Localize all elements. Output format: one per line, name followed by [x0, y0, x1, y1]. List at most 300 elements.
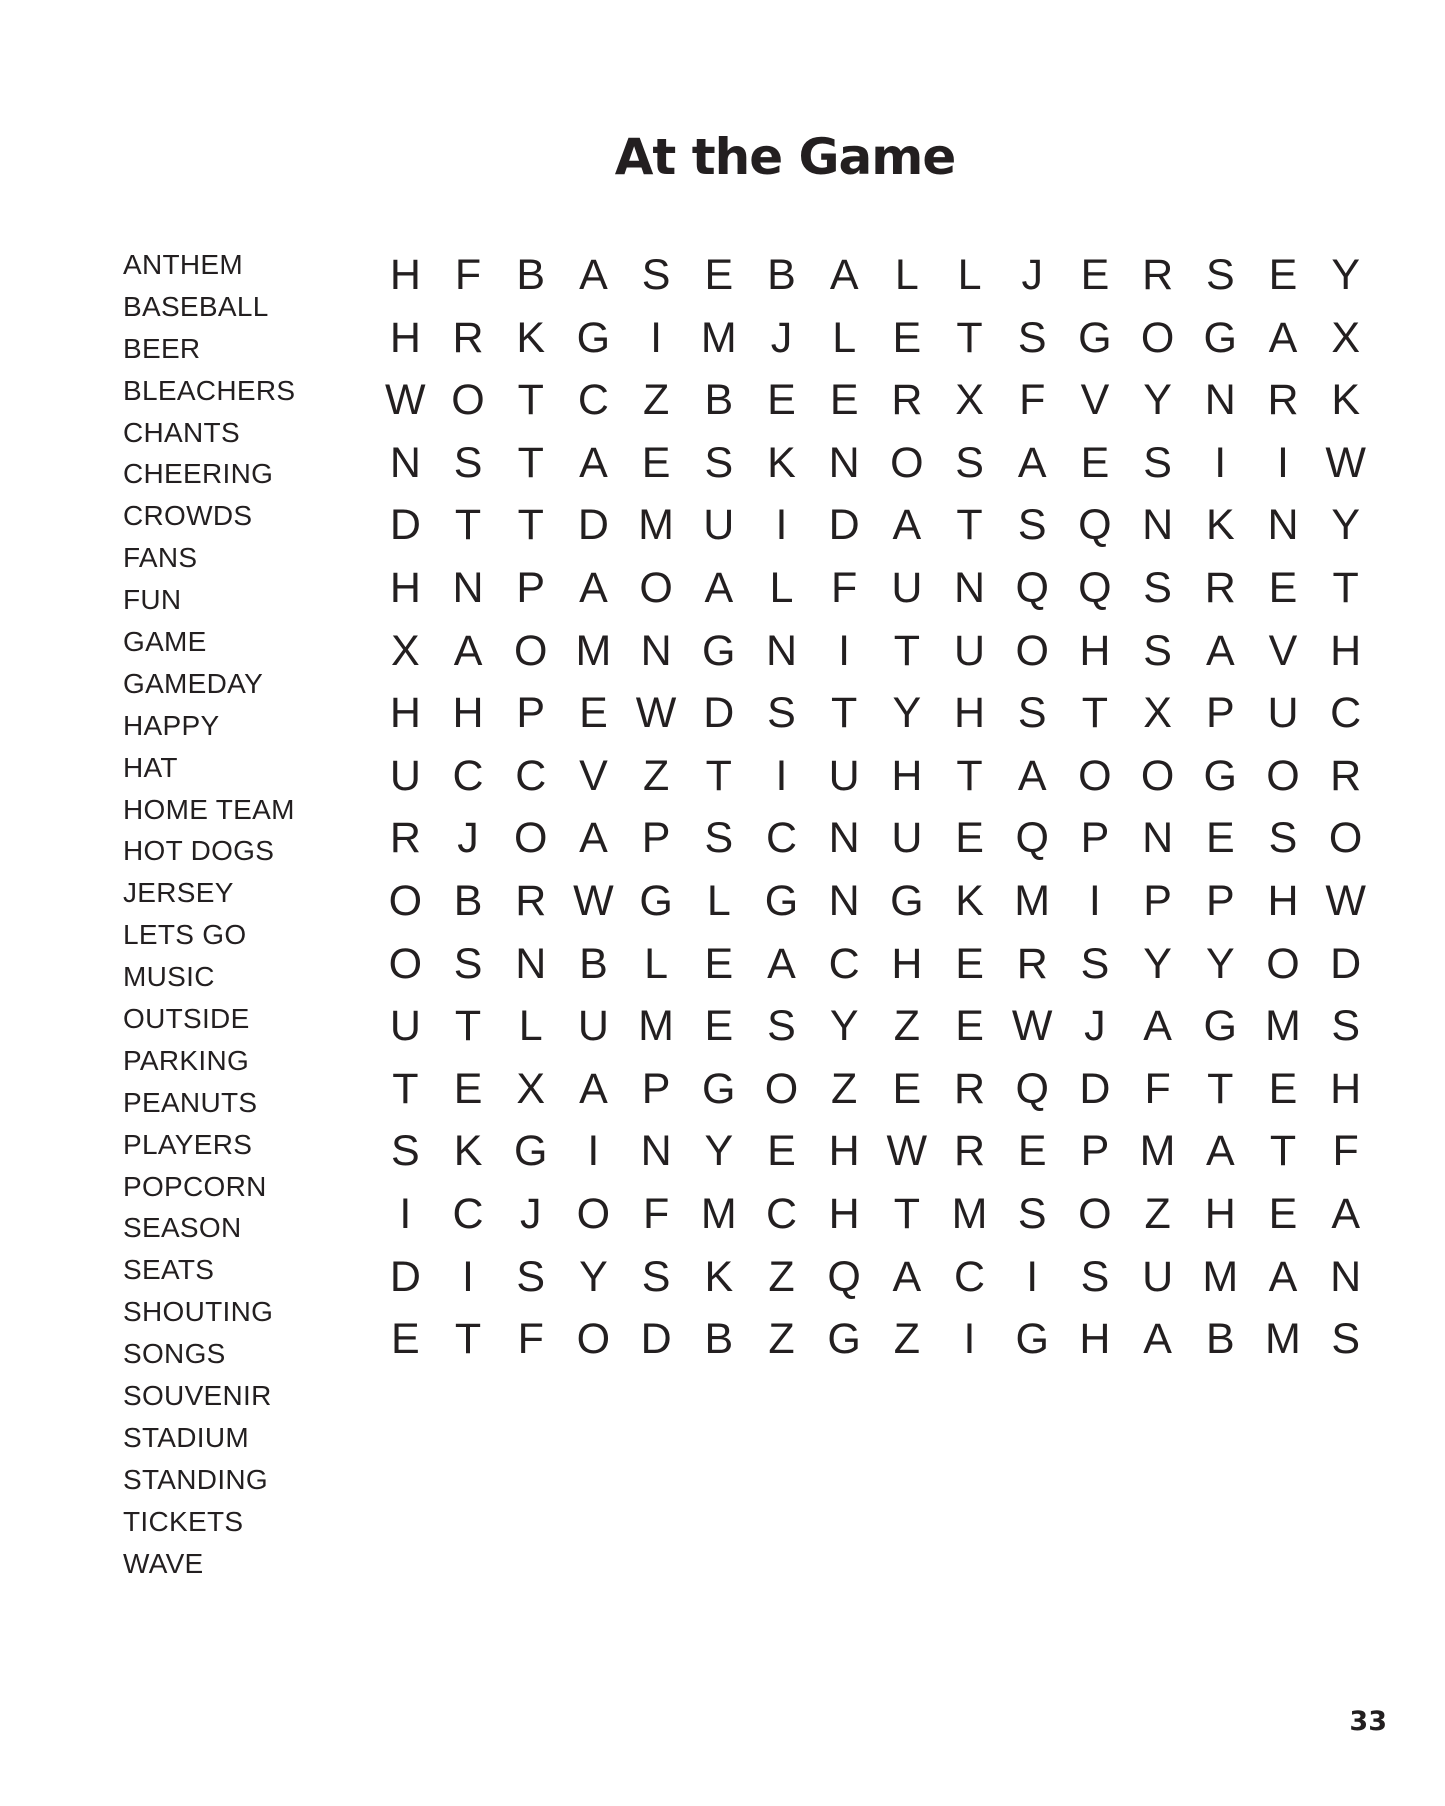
grid-letter[interactable]: Q — [1078, 563, 1112, 612]
grid-letter[interactable]: M — [638, 1002, 674, 1051]
word-list-item: PARKING — [123, 1044, 250, 1076]
grid-letter[interactable]: E — [1268, 563, 1298, 612]
page-number: 33 — [1349, 1706, 1387, 1737]
grid-letter[interactable]: N — [954, 563, 986, 612]
word-list-item: STADIUM — [123, 1421, 250, 1453]
grid-letter[interactable]: K — [955, 876, 984, 925]
grid-letter[interactable]: S — [1017, 1189, 1047, 1238]
grid-letter[interactable]: Z — [1144, 1189, 1171, 1238]
grid-letter[interactable]: S — [1017, 501, 1047, 550]
grid-letter[interactable]: A — [579, 438, 608, 487]
grid-letter[interactable]: M — [1265, 1315, 1301, 1364]
grid-letter[interactable]: D — [389, 501, 421, 550]
grid-letter[interactable]: A — [767, 939, 796, 988]
grid-letter[interactable]: E — [641, 438, 671, 487]
grid-letter[interactable]: A — [1017, 751, 1047, 800]
grid-letter[interactable]: D — [1330, 939, 1362, 988]
grid-letter[interactable]: R — [954, 1127, 986, 1176]
word-list-item: GAMEDAY — [123, 667, 264, 699]
grid-letter[interactable]: O — [388, 939, 423, 988]
grid-letter[interactable]: E — [955, 1002, 984, 1051]
grid-letter[interactable]: C — [577, 376, 609, 425]
grid-letter[interactable]: K — [453, 1127, 483, 1176]
grid-letter[interactable]: O — [576, 1315, 611, 1364]
grid-letter[interactable]: D — [703, 689, 735, 738]
grid-letter[interactable]: F — [831, 563, 858, 612]
grid-letter[interactable]: T — [454, 1315, 482, 1364]
grid-letter[interactable]: H — [389, 563, 421, 612]
grid-letter[interactable]: A — [579, 814, 608, 863]
grid-letter[interactable]: B — [767, 251, 796, 299]
grid-letter[interactable]: H — [1079, 626, 1111, 675]
grid-letter[interactable]: Y — [829, 1002, 859, 1051]
grid-letter[interactable]: A — [1268, 313, 1298, 362]
grid-letter[interactable]: E — [892, 313, 922, 362]
grid-letter[interactable]: S — [1331, 1315, 1360, 1364]
grid-letter[interactable]: T — [454, 501, 482, 550]
grid-letter[interactable]: H — [891, 939, 923, 988]
grid-letter[interactable]: T — [956, 501, 983, 550]
grid-letter[interactable]: K — [516, 313, 546, 362]
grid-letter[interactable]: B — [453, 876, 483, 925]
grid-letter[interactable]: N — [452, 563, 484, 612]
grid-letter[interactable]: I — [1088, 876, 1101, 925]
grid-letter[interactable]: M — [1202, 1252, 1239, 1301]
grid-letter[interactable]: T — [956, 313, 983, 362]
grid-letter[interactable]: E — [955, 814, 984, 863]
grid-letter[interactable]: N — [828, 814, 860, 863]
grid-letter[interactable]: A — [1331, 1189, 1360, 1238]
grid-letter[interactable]: Z — [768, 1315, 795, 1364]
grid-letter[interactable]: G — [639, 876, 673, 925]
grid-letter[interactable]: B — [704, 376, 734, 425]
grid-letter[interactable]: X — [1331, 313, 1360, 362]
grid-letter[interactable]: A — [892, 1252, 922, 1301]
grid-letter[interactable]: E — [579, 689, 608, 738]
grid-letter[interactable]: F — [1332, 1127, 1359, 1176]
grid-letter[interactable]: O — [1078, 1189, 1112, 1238]
grid-letter[interactable]: C — [765, 1189, 797, 1238]
grid-letter[interactable]: O — [1140, 313, 1175, 362]
grid-letter[interactable]: M — [1139, 1127, 1176, 1176]
grid-letter[interactable]: S — [767, 1002, 796, 1051]
grid-letter[interactable]: P — [641, 1064, 671, 1113]
grid-letter[interactable]: F — [1144, 1064, 1171, 1113]
grid-letter[interactable]: I — [1214, 438, 1227, 487]
grid-letter[interactable]: M — [1265, 1002, 1301, 1051]
grid-letter[interactable]: O — [1266, 939, 1300, 988]
grid-letter[interactable]: S — [1017, 689, 1047, 738]
grid-letter[interactable]: G — [1078, 313, 1112, 362]
grid-letter[interactable]: A — [1143, 1002, 1172, 1051]
grid-letter[interactable]: E — [704, 939, 734, 988]
grid-letter[interactable]: K — [1205, 501, 1235, 550]
grid-letter[interactable]: Z — [893, 1315, 920, 1364]
grid-letter[interactable]: V — [579, 751, 608, 800]
grid-letter[interactable]: K — [767, 438, 796, 487]
grid-letter[interactable]: S — [453, 438, 483, 487]
grid-letter[interactable]: R — [1204, 563, 1236, 612]
grid-letter[interactable]: O — [1140, 751, 1175, 800]
grid-letter[interactable]: N — [1267, 501, 1299, 550]
grid-letter[interactable]: E — [1080, 438, 1110, 487]
grid-letter[interactable]: U — [577, 1002, 609, 1051]
grid-letter[interactable]: P — [1143, 876, 1172, 925]
grid-letter[interactable]: V — [1080, 376, 1110, 425]
grid-letter[interactable]: S — [1017, 313, 1047, 362]
grid-letter[interactable]: C — [765, 814, 797, 863]
grid-letter[interactable]: I — [1276, 438, 1289, 487]
grid-letter[interactable]: F — [454, 251, 482, 299]
grid-letter[interactable]: O — [451, 376, 485, 425]
grid-letter[interactable]: E — [1268, 1189, 1298, 1238]
grid-letter[interactable]: T — [392, 1064, 419, 1113]
grid-letter[interactable]: U — [828, 751, 860, 800]
grid-letter[interactable]: T — [893, 1189, 920, 1238]
grid-letter[interactable]: Z — [642, 376, 670, 425]
grid-letter[interactable]: W — [1325, 876, 1366, 925]
grid-letter[interactable]: S — [1080, 1252, 1110, 1301]
grid-letter[interactable]: T — [1207, 1064, 1234, 1113]
grid-letter[interactable]: E — [955, 939, 984, 988]
grid-letter[interactable]: O — [764, 1064, 799, 1113]
grid-letter[interactable]: N — [389, 438, 421, 487]
grid-letter[interactable]: H — [828, 1189, 860, 1238]
grid-letter[interactable]: O — [513, 626, 548, 675]
grid-letter[interactable]: U — [954, 626, 986, 675]
grid-letter[interactable]: J — [519, 1189, 542, 1238]
grid-letter[interactable]: H — [828, 1127, 860, 1176]
grid-letter[interactable]: A — [579, 563, 608, 612]
grid-letter[interactable]: I — [462, 1252, 474, 1301]
grid-letter[interactable]: N — [515, 939, 547, 988]
grid-letter[interactable]: L — [518, 1002, 543, 1051]
grid-letter[interactable]: U — [1267, 689, 1299, 738]
grid-letter[interactable]: P — [1080, 814, 1110, 863]
grid-letter[interactable]: N — [1142, 501, 1174, 550]
grid-letter[interactable]: G — [827, 1315, 861, 1364]
grid-letter[interactable]: J — [770, 313, 793, 362]
grid-letter[interactable]: E — [1017, 1127, 1047, 1176]
grid-letter[interactable]: A — [704, 563, 734, 612]
grid-letter[interactable]: P — [516, 689, 546, 738]
grid-letter[interactable]: W — [886, 1127, 928, 1176]
grid-letter[interactable]: L — [894, 251, 919, 299]
grid-letter[interactable]: S — [1205, 251, 1235, 299]
grid-letter[interactable]: E — [1080, 251, 1110, 299]
grid-letter[interactable]: H — [1204, 1189, 1236, 1238]
grid-letter[interactable]: Y — [1205, 939, 1235, 988]
grid-letter[interactable]: S — [1331, 1002, 1360, 1051]
grid-letter[interactable]: O — [388, 876, 423, 925]
grid-letter[interactable]: G — [764, 876, 799, 925]
grid-letter[interactable]: U — [389, 1002, 421, 1051]
word-list-item: HOME TEAM — [123, 793, 295, 825]
grid-letter[interactable]: M — [700, 313, 737, 362]
grid-letter[interactable]: R — [452, 313, 484, 362]
grid-letter[interactable]: S — [453, 939, 483, 988]
grid-letter[interactable]: S — [516, 1252, 546, 1301]
grid-letter[interactable]: T — [517, 438, 544, 487]
grid-letter[interactable]: G — [1015, 1315, 1049, 1364]
grid-letter[interactable]: K — [704, 1252, 734, 1301]
grid-letter[interactable]: E — [767, 376, 796, 425]
grid-letter[interactable]: H — [1079, 1315, 1111, 1364]
grid-letter[interactable]: V — [1268, 626, 1298, 675]
grid-letter[interactable]: S — [641, 251, 671, 299]
grid-letter[interactable]: C — [1330, 689, 1362, 738]
grid-letter[interactable]: Y — [579, 1252, 608, 1301]
grid-letter[interactable]: P — [1205, 689, 1235, 738]
grid-letter[interactable]: T — [1081, 689, 1109, 738]
grid-letter[interactable]: N — [640, 626, 672, 675]
grid-letter[interactable]: G — [1203, 313, 1237, 362]
grid-letter[interactable]: M — [1014, 876, 1051, 925]
grid-letter[interactable]: I — [838, 626, 851, 675]
grid-letter[interactable]: N — [1204, 376, 1236, 425]
grid-letter[interactable]: D — [577, 501, 609, 550]
grid-letter[interactable]: R — [891, 376, 923, 425]
grid-letter[interactable]: S — [1143, 563, 1172, 612]
grid-letter[interactable]: S — [704, 814, 734, 863]
grid-letter[interactable]: R — [954, 1064, 986, 1113]
grid-letter[interactable]: G — [702, 1064, 736, 1113]
grid-letter[interactable]: S — [1080, 939, 1110, 988]
grid-letter[interactable]: N — [765, 626, 797, 675]
grid-letter[interactable]: M — [951, 1189, 988, 1238]
grid-letter[interactable]: B — [1205, 1315, 1235, 1364]
letter-grid[interactable] — [374, 244, 1377, 1371]
grid-letter[interactable]: O — [576, 1189, 611, 1238]
grid-letter[interactable]: E — [1205, 814, 1235, 863]
grid-letter[interactable]: T — [956, 751, 983, 800]
grid-letter[interactable]: H — [389, 251, 421, 299]
grid-letter[interactable]: L — [644, 939, 669, 988]
grid-letter[interactable]: A — [1017, 438, 1047, 487]
grid-letter[interactable]: D — [828, 501, 860, 550]
word-list-item: CROWDS — [123, 500, 253, 532]
grid-letter[interactable]: S — [767, 689, 796, 738]
grid-letter[interactable]: U — [1142, 1252, 1174, 1301]
grid-letter[interactable]: U — [389, 751, 421, 800]
grid-letter[interactable]: T — [454, 1002, 482, 1051]
grid-letter[interactable]: I — [399, 1189, 412, 1238]
grid-letter[interactable]: E — [829, 376, 859, 425]
grid-letter[interactable]: W — [1325, 438, 1366, 487]
grid-letter[interactable]: T — [1332, 563, 1359, 612]
word-list-item: BEER — [123, 332, 201, 364]
grid-letter[interactable]: Y — [892, 689, 922, 738]
grid-letter[interactable]: O — [1015, 626, 1049, 675]
word-list-item: HAT — [123, 751, 178, 783]
grid-letter[interactable]: D — [389, 1252, 421, 1301]
word-list-item: MUSIC — [123, 961, 215, 993]
grid-letter[interactable]: G — [513, 1127, 548, 1176]
grid-letter[interactable]: U — [891, 814, 923, 863]
grid-letter[interactable]: D — [640, 1315, 672, 1364]
grid-letter[interactable]: H — [954, 689, 986, 738]
grid-letter[interactable]: Y — [1331, 501, 1360, 550]
grid-letter[interactable]: H — [891, 751, 923, 800]
grid-letter[interactable]: L — [832, 313, 857, 362]
grid-letter[interactable]: H — [389, 313, 421, 362]
grid-letter[interactable]: H — [1267, 876, 1299, 925]
grid-letter[interactable]: E — [704, 1002, 734, 1051]
grid-letter[interactable]: H — [1330, 626, 1362, 675]
grid-letter[interactable]: G — [890, 876, 924, 925]
grid-letter[interactable]: L — [957, 251, 982, 299]
grid-letter[interactable]: R — [1016, 939, 1048, 988]
grid-letter[interactable]: B — [704, 1315, 734, 1364]
grid-letter[interactable]: W — [385, 376, 426, 425]
grid-letter[interactable]: E — [892, 1064, 922, 1113]
grid-letter[interactable]: G — [702, 626, 736, 675]
grid-letter[interactable]: Q — [827, 1252, 861, 1301]
grid-letter[interactable]: I — [775, 501, 788, 550]
grid-letter[interactable]: F — [517, 1315, 544, 1364]
grid-letter[interactable]: O — [1078, 751, 1112, 800]
grid-letter[interactable]: E — [1268, 251, 1298, 299]
grid-letter[interactable]: G — [1203, 751, 1237, 800]
grid-letter[interactable]: X — [516, 1064, 546, 1113]
grid-letter[interactable]: T — [1269, 1127, 1297, 1176]
grid-letter[interactable]: T — [517, 376, 544, 425]
grid-letter[interactable]: O — [890, 438, 924, 487]
grid-letter[interactable]: E — [1268, 1064, 1298, 1113]
word-list — [123, 244, 295, 1585]
grid-letter[interactable]: K — [1331, 376, 1360, 425]
grid-letter[interactable]: W — [1011, 1002, 1053, 1051]
grid-letter[interactable]: F — [1019, 376, 1046, 425]
grid-letter[interactable]: O — [639, 563, 673, 612]
grid-letter[interactable]: S — [391, 1127, 420, 1176]
grid-letter[interactable]: Q — [1078, 501, 1112, 550]
grid-letter[interactable]: I — [1026, 1252, 1039, 1301]
grid-letter[interactable]: M — [700, 1189, 737, 1238]
grid-letter[interactable]: O — [513, 814, 548, 863]
grid-letter[interactable]: I — [587, 1127, 600, 1176]
grid-letter[interactable]: S — [641, 1252, 671, 1301]
grid-letter[interactable]: X — [955, 376, 984, 425]
grid-letter[interactable]: N — [640, 1127, 672, 1176]
grid-letter[interactable]: Z — [831, 1064, 858, 1113]
grid-letter[interactable]: N — [828, 438, 860, 487]
grid-letter[interactable]: E — [391, 1315, 420, 1364]
grid-letter[interactable]: L — [706, 876, 731, 925]
grid-letter[interactable]: Y — [1143, 939, 1172, 988]
grid-letter[interactable]: C — [452, 1189, 484, 1238]
grid-letter[interactable]: P — [1205, 876, 1235, 925]
grid-letter[interactable]: C — [452, 751, 484, 800]
grid-letter[interactable]: M — [638, 501, 674, 550]
grid-letter[interactable]: J — [1021, 251, 1043, 299]
grid-letter[interactable]: Y — [704, 1127, 734, 1176]
grid-letter[interactable]: G — [1203, 1002, 1237, 1051]
grid-letter[interactable]: A — [829, 251, 859, 299]
grid-letter[interactable]: X — [1143, 689, 1172, 738]
grid-letter[interactable]: C — [954, 1252, 986, 1301]
grid-letter[interactable]: A — [579, 251, 608, 299]
grid-letter[interactable]: T — [705, 751, 732, 800]
grid-letter[interactable]: O — [1266, 751, 1300, 800]
grid-letter[interactable]: L — [769, 563, 794, 612]
grid-letter[interactable]: I — [650, 313, 663, 362]
grid-letter[interactable]: S — [955, 438, 984, 487]
grid-letter[interactable]: S — [1143, 438, 1172, 487]
grid-letter[interactable]: R — [1330, 751, 1362, 800]
grid-letter[interactable]: I — [775, 751, 788, 800]
grid-letter[interactable]: Q — [1015, 563, 1049, 612]
grid-letter[interactable]: N — [828, 876, 860, 925]
grid-letter[interactable]: Y — [1143, 376, 1172, 425]
grid-letter[interactable]: J — [457, 814, 479, 863]
grid-letter[interactable]: R — [515, 876, 547, 925]
grid-letter[interactable]: N — [1142, 814, 1174, 863]
grid-letter[interactable]: U — [703, 501, 735, 550]
grid-letter[interactable]: S — [1143, 626, 1172, 675]
grid-letter[interactable]: Y — [1331, 251, 1360, 299]
grid-letter[interactable]: G — [576, 313, 611, 362]
grid-letter[interactable]: H — [1330, 1064, 1362, 1113]
grid-letter[interactable]: W — [635, 689, 677, 738]
grid-letter[interactable]: Q — [1015, 1064, 1049, 1113]
grid-letter[interactable]: P — [516, 563, 546, 612]
grid-letter[interactable]: I — [963, 1315, 976, 1364]
grid-letter[interactable]: T — [517, 501, 544, 550]
grid-letter[interactable]: A — [453, 626, 483, 675]
grid-letter[interactable]: M — [575, 626, 612, 675]
grid-letter[interactable]: P — [641, 814, 671, 863]
grid-letter[interactable]: H — [452, 689, 484, 738]
grid-letter[interactable]: F — [642, 1189, 670, 1238]
grid-letter[interactable]: S — [1268, 814, 1298, 863]
grid-letter[interactable]: N — [1330, 1252, 1362, 1301]
grid-letter[interactable]: C — [828, 939, 860, 988]
grid-letter[interactable]: R — [1267, 376, 1299, 425]
grid-letter[interactable]: A — [1205, 626, 1235, 675]
grid-letter[interactable]: R — [389, 814, 421, 863]
grid-letter[interactable]: W — [573, 876, 614, 925]
grid-letter[interactable]: E — [453, 1064, 483, 1113]
grid-letter[interactable]: A — [1268, 1252, 1298, 1301]
grid-letter[interactable]: A — [1143, 1315, 1172, 1364]
grid-letter[interactable]: Z — [768, 1252, 795, 1301]
grid-letter[interactable]: X — [391, 626, 420, 675]
grid-letter[interactable]: J — [1084, 1002, 1106, 1051]
word-list-item: HOT DOGS — [123, 835, 275, 867]
grid-letter[interactable]: A — [892, 501, 922, 550]
grid-letter[interactable]: R — [1142, 251, 1174, 299]
grid-letter[interactable]: O — [1328, 814, 1363, 863]
grid-letter[interactable]: A — [579, 1064, 608, 1113]
grid-letter[interactable]: Z — [642, 751, 670, 800]
grid-letter[interactable]: T — [831, 689, 858, 738]
grid-letter[interactable]: D — [1079, 1064, 1111, 1113]
grid-letter[interactable]: B — [516, 251, 546, 299]
grid-letter[interactable]: U — [891, 563, 923, 612]
grid-letter[interactable]: Z — [893, 1002, 920, 1051]
grid-letter[interactable]: C — [515, 751, 547, 800]
grid-letter[interactable]: S — [704, 438, 734, 487]
grid-letter[interactable]: A — [1205, 1127, 1235, 1176]
grid-letter[interactable]: E — [704, 251, 734, 299]
grid-letter[interactable]: H — [389, 689, 421, 738]
grid-letter[interactable]: T — [893, 626, 920, 675]
grid-letter[interactable]: P — [1080, 1127, 1110, 1176]
grid-letter[interactable]: E — [767, 1127, 796, 1176]
grid-letter[interactable]: Q — [1015, 814, 1049, 863]
grid-letter[interactable]: B — [579, 939, 608, 988]
